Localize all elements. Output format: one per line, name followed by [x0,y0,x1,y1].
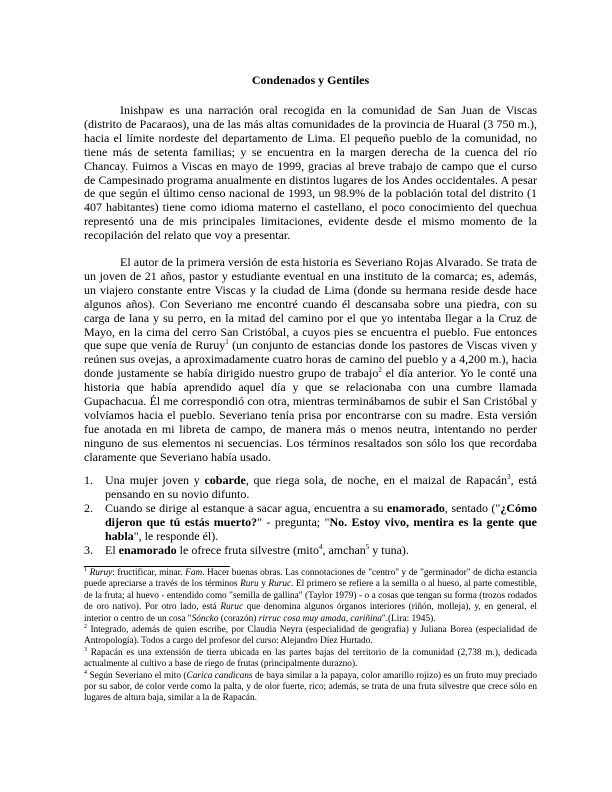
footnotes [84,568,537,705]
footnote-3 [84,648,537,671]
list-item [84,544,537,558]
footnote-text: y [258,579,269,590]
footnote-text: Según Severiano el mito ( [87,670,187,681]
footnote-italic: Sóncko [191,613,219,624]
list-text: le ofrece fruta silvestre (mito [176,542,319,557]
footnote-number: 4 [84,669,87,676]
footnote-1 [84,568,537,625]
list-text: , sentado (" [444,500,501,515]
footnote-italic: Ruruy [89,568,113,578]
paragraph-segment: (un conjunto de estancias donde los pastores de Viscas viven y reúnen sus ovejas, a aproximadamente cuatro horas de camino del pueblo y a 4,200 m.), hacia donde justamente se había dirigido nuestro grupo de trabajo [84,338,537,381]
footnote-italic: Ruruc [268,579,292,590]
highlighted-term: enamorado [118,542,177,557]
list-item [84,474,537,502]
list-number: 2. [84,500,93,515]
footnote-italic: Fam [185,568,203,578]
footnote-italic: Ruru [240,579,259,590]
footnote-text: . Hacer buenas obras. Las connotaciones de "centro" y de "germinador" de dicha estancia puede apreciarse a través de los términos [84,568,538,590]
footnote-2 [84,625,537,648]
highlighted-term: cobarde [204,473,246,487]
footnote-number: 1 [84,567,87,573]
list-text: y tuna). [369,542,409,557]
list-number: 1. [84,473,93,487]
footnote-ref-4[interactable]: 4 [318,542,323,551]
highlighted-quote: ¿Cómo dijeron que tú estás muerto? [105,500,537,529]
footnote-ref-5[interactable]: 5 [365,542,370,551]
list-text: El [105,542,119,557]
list-text: , amchan [322,542,366,557]
footnote-number: 2 [84,624,87,631]
list-item [84,502,537,544]
paragraph-author [84,256,537,465]
highlighted-term: enamorado [386,500,445,515]
footnote-text: (corazón) [218,613,259,624]
list-text: , que riega sola, de noche, en el maizal de Rapacán [245,473,508,487]
footnote-4 [84,671,537,705]
footnote-ref-2[interactable]: 2 [378,366,382,375]
footnote-text: Integrado, además de quien escribe, por Claudia Neyra (especialidad de geografía) y Juliana Borea (especialidad de Antropología). Todos a cargo del profesor del curso: Alejandro Díez Hurtado. [84,625,537,647]
footnote-number: 3 [84,646,87,653]
story-sequence-list [84,474,537,557]
list-text: Una mujer joven y [105,473,205,487]
footnote-ref-3[interactable]: 3 [507,473,511,481]
footnote-italic: rirruc cosa muy amada, cariñina [258,613,382,624]
footnote-italic: Carica candicans [186,670,253,681]
footnote-text: . El primero se refiere a la semilla o al hueso, al parte comestible, de la fruta; al huevo - entendido como "semilla de gallina" (Taylor 1979) - o a cosas que tengan su forma (trozos rodados de oro nativo). Por otro lado, está [84,579,538,613]
footnote-text: que denomina algunos órganos interiores (riñón, molleja), y, en general, el interior o centro de un cosa " [84,602,537,624]
list-text: Cuando se dirige al estanque a sacar agua, encuentra a su [105,500,387,515]
list-text: , está pensando en su novio difunto. [105,473,537,501]
footnote-separator [84,566,230,567]
footnote-italic: Ruruc [220,602,244,613]
list-number: 3. [84,542,93,557]
paragraph-segment: el día anterior. Yo le conté una historia que había aprendido aquel día y que se relacionaba con una cumbre llamada Gupachacua. Él me correspondió con otra, mientras terminábamos de subir el San Cristóbal y volvíamos hacia el pueblo. Severiano tenía prisa por encontrarse con su madre. Esta versión fue anotada en mi libreta de campo, de manera más o menos neutra, intentando no perder ninguno de sus elementos ni secuencias. Los términos resaltados son sólo los que recordaba claramente que Severiano había usado. [84,366,537,464]
paragraph-segment: El autor de la primera versión de esta historia es Severiano Rojas Alvarado. Se trata de un joven de 21 años, pastor y estudiante eventual en una instituto de la comarca; es, además, un viajero constante entre Viscas y la ciudad de Lima (donde su hermana reside desde hace algunos años). Con Severiano me encontré cuando él descansaba sobre una piedra, con su carga de lana y su perro, en la mitad del camino por el que yo intentaba llegar a la Cruz de Mayo, en la cima del cerro San Cristóbal, a cuyos pies se encuentra el pueblo. Fue entonces que supe que venía de Ruruy [84,255,537,353]
footnote-text: ".(Lira: 1945). [381,613,436,624]
paragraph-text: Inishpaw es una narración oral recogida en la comunidad de San Juan de Viscas (distrito de Pacaraos), una de las más altas comunidades de la provincia de Huaral (3 750 m.), hacia el límite nordeste del departamento de Lima. El pequeño pueblo de la comunidad, no tiene más de setenta familias; y se encuentra en la margen derecha de la cuenca del río Chancay. Fuimos a Viscas en mayo de 1999, gracias al breve trabajo de campo que el curso de Campesinado programa anualmente en distintos lugares de los Andes occidentales. A pesar de que según el último censo nacional de 1993, un 98.9% de la población total del distrito (1 407 habitantes) tiene como idioma materno el castellano, el poco conocimiento del quechua representó una de mis principales limitaciones, evidente desde el mismo momento de la recopilación del relato que voy a presentar. [84,103,537,243]
document-title: Condenados y Gentiles [251,73,370,87]
footnote-text: : fructificar, minar. [112,568,186,578]
footnote-text: de baya similar a la papaya, color amarillo rojizo) es un fruto muy preciado por su sabor, de color verde como la palta, y de olor fuerte, rico; además, se trata de una fruta silvestre que crece sólo en lugares de altura baja, similar a la de Rapacán. [84,670,537,704]
list-text: ", le responde él). [133,528,219,543]
paragraph-intro [84,104,537,243]
paragraph-text [84,256,537,465]
list-text: " - pregunta; " [257,514,330,529]
footnote-text: Rapacán es una extensión de tierra ubicada en las partes bajas del territorio de la comunidad (2,738 m.), dedicada actualmente al cultivo a base de riego de frutas (principalmente durazno). [84,647,537,670]
highlighted-quote: No. Estoy vivo, mentira es la gente que habla [105,514,537,543]
footnote-ref-1[interactable]: 1 [225,338,229,347]
